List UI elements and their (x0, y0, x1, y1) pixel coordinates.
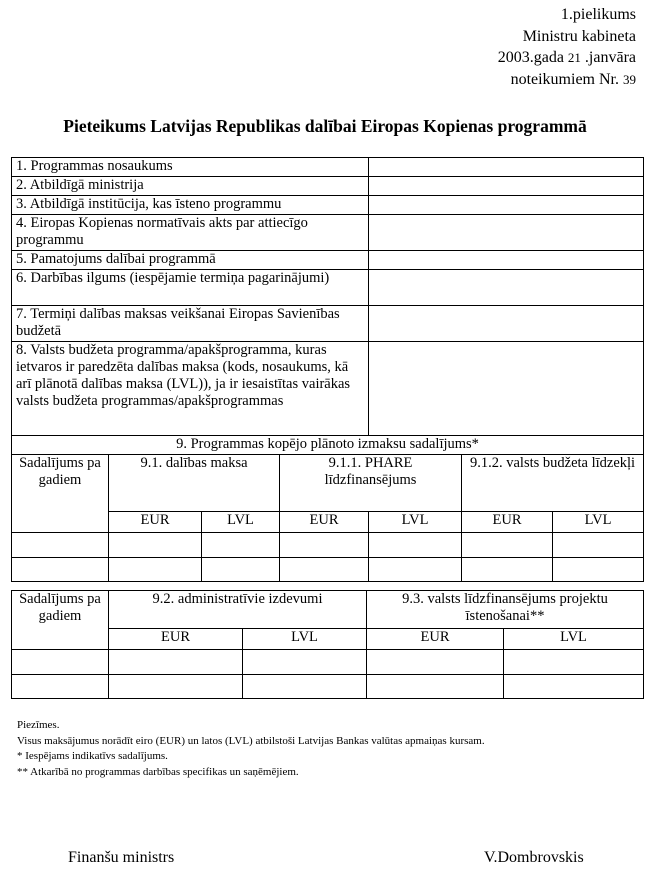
input-cell[interactable] (109, 533, 202, 558)
currency-eur: EUR (280, 512, 369, 533)
input-cell[interactable] (243, 675, 367, 699)
data-row (12, 675, 644, 699)
currency-eur: EUR (109, 629, 243, 650)
section-92-header-row (12, 591, 644, 629)
row-label: 7. Termiņi dalības maksas veikšanai Eiropas Savienības budžetā (12, 306, 369, 342)
row-value[interactable] (369, 215, 644, 251)
header-line-1: 1.pielikums (560, 6, 636, 23)
input-cell[interactable] (109, 558, 202, 582)
form-row-2 (12, 177, 644, 196)
header-month: .janvāra (584, 49, 636, 66)
row-label: 1. Programmas nosaukums (12, 158, 369, 177)
form-row-6 (12, 270, 644, 306)
currency-lvl: LVL (202, 512, 280, 533)
input-cell[interactable] (280, 533, 369, 558)
input-cell[interactable] (462, 558, 553, 582)
row-value[interactable] (369, 177, 644, 196)
col-project-cofinancing: 9.3. valsts līdzfinansējums projektu īstenošanai** (367, 591, 644, 629)
col-state-budget: 9.1.2. valsts budžeta līdzekļi (462, 455, 644, 512)
input-cell[interactable] (202, 558, 280, 582)
row-value[interactable] (369, 251, 644, 270)
notes-heading: Piezīmes. (17, 719, 60, 731)
section-9-title-row (12, 436, 644, 455)
input-cell[interactable] (109, 675, 243, 699)
input-cell[interactable] (504, 675, 644, 699)
form-row-3 (12, 196, 644, 215)
costs-table-b (11, 590, 644, 699)
form-row-5 (12, 251, 644, 270)
header-day: 21 (567, 50, 581, 65)
input-cell[interactable] (12, 558, 109, 582)
header-regulation: noteikumiem Nr. (510, 70, 619, 88)
currency-eur: EUR (367, 629, 504, 650)
note-specifics: ** Atkarībā no programmas darbības specifikas un saņēmējiem. (17, 765, 299, 778)
signatory-title: Finanšu ministrs (68, 849, 175, 866)
header-number: 39 (623, 71, 636, 87)
currency-eur: EUR (109, 512, 202, 533)
currency-lvl: LVL (369, 512, 462, 533)
year-breakdown-label: Sadalījums pa gadiem (12, 455, 109, 533)
header-line-2: Ministru kabineta (522, 27, 636, 45)
header-line-3 (498, 47, 636, 69)
row-value[interactable] (369, 196, 644, 215)
input-cell[interactable] (367, 650, 504, 675)
col-admin-costs: 9.2. administratīvie izdevumi (109, 591, 367, 629)
row-value[interactable] (369, 342, 644, 436)
year-breakdown-label: Sadalījums pa gadiem (12, 591, 109, 650)
input-cell[interactable] (553, 533, 644, 558)
form-row-7 (12, 306, 644, 342)
row-label: 5. Pamatojums dalībai programmā (12, 251, 369, 270)
row-value[interactable] (369, 270, 644, 306)
section-91-header-row (12, 455, 644, 512)
currency-lvl: LVL (243, 629, 367, 650)
form-row-8 (12, 342, 644, 436)
row-label: 6. Darbības ilgums (iespējamie termiņa pagarinājumi) (12, 270, 369, 306)
currency-lvl: LVL (504, 629, 644, 650)
currency-eur: EUR (462, 512, 553, 533)
form-row-1 (12, 158, 644, 177)
input-cell[interactable] (367, 675, 504, 699)
col-phare-cofinancing: 9.1.1. PHARE līdzfinansējums (280, 455, 462, 512)
currency-lvl: LVL (553, 512, 644, 533)
signatory-name: V.Dombrovskis (484, 849, 584, 866)
form-row-4 (12, 215, 644, 251)
input-cell[interactable] (369, 533, 462, 558)
row-label: 2. Atbildīgā ministrija (12, 177, 369, 196)
header-line-4 (498, 69, 636, 91)
row-label: 8. Valsts budžeta programma/apakšprogramma, kuras ietvaros ir paredzēta dalības maksa (kods, nosaukums, kā arī plānotā dalības maksa (LVL)), ja ir iesaistītas vairākas valsts budžeta programmas/apakšprogrammas (12, 342, 369, 436)
input-cell[interactable] (280, 558, 369, 582)
data-row (12, 558, 644, 582)
input-cell[interactable] (202, 533, 280, 558)
row-value[interactable] (369, 306, 644, 342)
row-label: 4. Eiropas Kopienas normatīvais akts par attiecīgo programmu (12, 215, 369, 251)
notes-section (17, 718, 485, 780)
note-indicative: * Iespējams indikatīvs sadalījums. (17, 750, 168, 762)
input-cell[interactable] (12, 650, 109, 675)
input-cell[interactable] (243, 650, 367, 675)
appendix-header (498, 4, 636, 90)
input-cell[interactable] (12, 533, 109, 558)
row-value[interactable] (369, 158, 644, 177)
input-cell[interactable] (553, 558, 644, 582)
data-row (12, 650, 644, 675)
input-cell[interactable] (369, 558, 462, 582)
data-row (12, 533, 644, 558)
input-cell[interactable] (12, 675, 109, 699)
section-9-title: 9. Programmas kopējo plānoto izmaksu sadalījums* (12, 436, 644, 455)
note-currency: Visus maksājumus norādīt eiro (EUR) un latos (LVL) atbilstoši Latvijas Bankas valūtas apmaiņas kursam. (17, 734, 485, 747)
document-title: Pieteikums Latvijas Republikas dalībai Eiropas Kopienas programmā (63, 116, 587, 136)
col-membership-fee: 9.1. dalības maksa (109, 455, 280, 512)
header-year: 2003.gada (497, 49, 564, 66)
input-cell[interactable] (462, 533, 553, 558)
application-form-table (11, 157, 644, 582)
input-cell[interactable] (504, 650, 644, 675)
input-cell[interactable] (109, 650, 243, 675)
row-label: 3. Atbildīgā institūcija, kas īsteno programmu (12, 196, 369, 215)
